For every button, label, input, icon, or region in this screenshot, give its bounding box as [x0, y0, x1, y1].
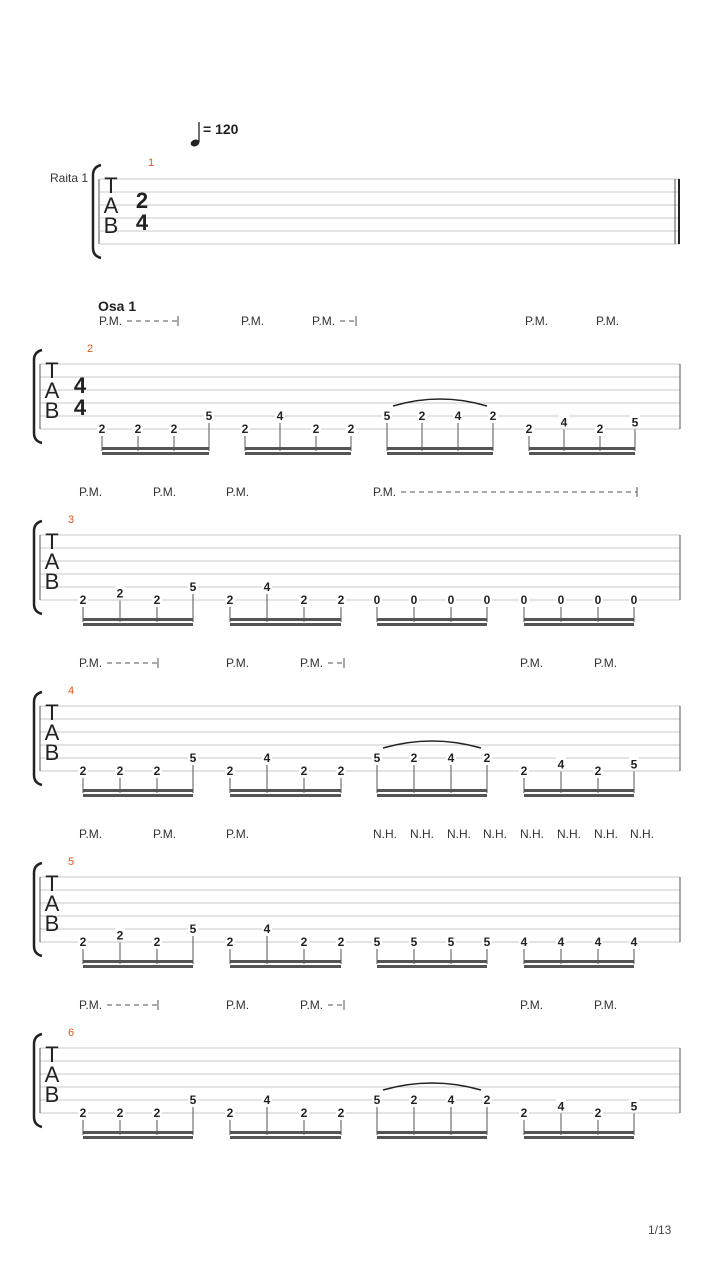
staff-system [34, 314, 680, 455]
palm-mute-annotation: P.M. [79, 656, 103, 670]
fret-number: 2 [170, 422, 178, 436]
tab-clef-letter: B [44, 1082, 60, 1107]
fret-number: 5 [447, 935, 455, 949]
fret-number: 2 [520, 1106, 528, 1120]
beam-primary [524, 1131, 634, 1134]
tab-clef-letter: A [44, 378, 60, 403]
fret-number: 2 [241, 422, 249, 436]
fret-number: 2 [483, 751, 491, 765]
measure [372, 935, 492, 968]
fret-number: 2 [134, 422, 142, 436]
staff-system [93, 157, 680, 258]
beam-primary [230, 789, 341, 792]
beam-secondary [524, 794, 634, 797]
fret-number: 2 [347, 422, 355, 436]
fret-number: 2 [226, 593, 234, 607]
fret-number: 4 [630, 935, 638, 949]
fret-number: 2 [79, 593, 87, 607]
fret-number: 5 [373, 935, 381, 949]
beam-primary [524, 618, 634, 621]
fret-number: 2 [594, 764, 602, 778]
fret-number: 0 [410, 593, 418, 607]
measure [372, 593, 492, 626]
palm-mute-annotation: P.M. [226, 827, 250, 841]
beam-secondary [230, 623, 341, 626]
fret-number: 0 [373, 593, 381, 607]
beam-secondary [377, 1136, 487, 1139]
measure [519, 935, 639, 968]
beam-primary [230, 618, 341, 621]
palm-mute-annotation: P.M. [300, 656, 324, 670]
tab-clef-letter: T [45, 529, 59, 554]
staff-system [34, 485, 680, 626]
fret-number: 2 [596, 422, 604, 436]
fret-number: 2 [226, 935, 234, 949]
palm-mute-annotation: P.M. [79, 485, 103, 499]
fret-number: 2 [153, 593, 161, 607]
beam-primary [377, 618, 487, 621]
fret-number: 2 [153, 935, 161, 949]
measure-number: 3 [68, 514, 75, 526]
measure-number: 2 [87, 343, 94, 355]
beam-primary [377, 960, 487, 963]
palm-mute-annotation: P.M. [596, 314, 620, 328]
tab-clef-letter: A [103, 193, 119, 218]
fret-number: 2 [226, 764, 234, 778]
beam-primary [83, 618, 193, 621]
palm-mute-annotation: N.H. [447, 827, 471, 841]
fret-number: 0 [594, 593, 602, 607]
palm-mute-annotation: P.M. [79, 827, 103, 841]
measure [372, 1083, 492, 1139]
palm-mute-annotation: P.M. [312, 314, 336, 328]
beam-secondary [230, 1136, 341, 1139]
fret-number: 5 [630, 757, 638, 772]
palm-mute-annotation: N.H. [630, 827, 654, 841]
beam-primary [387, 447, 493, 450]
fret-number: 4 [560, 415, 568, 430]
fret-number: 2 [312, 422, 320, 436]
fret-number: 4 [594, 935, 602, 949]
fret-number: 5 [483, 935, 491, 949]
fret-number: 2 [79, 764, 87, 778]
beam-primary [230, 1131, 341, 1134]
beam-secondary [230, 794, 341, 797]
measure [519, 593, 639, 626]
fret-number: 2 [410, 1093, 418, 1107]
beam-secondary [83, 965, 193, 968]
measure [519, 758, 639, 798]
beam-secondary [524, 1136, 634, 1139]
beam-secondary [524, 965, 634, 968]
palm-mute-annotation: P.M. [525, 314, 549, 328]
palm-mute-annotation: P.M. [241, 314, 265, 328]
staff-system [34, 656, 680, 797]
fret-number: 4 [276, 409, 284, 423]
fret-number: 2 [300, 764, 308, 778]
fret-number: 4 [447, 751, 455, 765]
measure [519, 1100, 639, 1140]
beam-secondary [83, 794, 193, 797]
fret-number: 5 [205, 409, 213, 423]
fret-number: 4 [263, 751, 271, 765]
fret-number: 4 [520, 935, 528, 949]
tab-clef-letter: B [44, 911, 60, 936]
palm-mute-annotation: N.H. [373, 827, 397, 841]
palm-mute-annotation: P.M. [520, 656, 544, 670]
fret-number: 2 [483, 1093, 491, 1107]
tab-clef-letter: T [104, 173, 118, 198]
fret-number: 5 [189, 751, 197, 765]
staff-system [34, 827, 680, 968]
fret-number: 5 [373, 1093, 381, 1107]
fret-number: 5 [189, 580, 197, 594]
beam-secondary [377, 794, 487, 797]
beam-secondary [245, 452, 351, 455]
fret-number: 5 [383, 409, 391, 423]
fret-number: 4 [557, 1099, 565, 1114]
time-signature-numerator: 4 [73, 373, 87, 398]
tab-clef-letter: T [45, 700, 59, 725]
fret-number: 2 [116, 1106, 124, 1120]
beam-secondary [83, 623, 193, 626]
tab-clef-letter: B [103, 213, 119, 238]
fret-number: 0 [630, 593, 638, 607]
beam-primary [529, 447, 635, 450]
fret-number: 0 [557, 593, 565, 607]
fret-number: 2 [594, 1106, 602, 1120]
palm-mute-annotation: P.M. [520, 998, 544, 1012]
palm-mute-annotation: P.M. [226, 485, 250, 499]
fret-number: 2 [300, 1106, 308, 1120]
fret-number: 4 [263, 1093, 271, 1107]
fret-number: 2 [525, 422, 533, 436]
fret-number: 4 [263, 922, 271, 936]
beam-primary [524, 789, 634, 792]
fret-number: 4 [447, 1093, 455, 1107]
fret-number: 2 [337, 593, 345, 607]
measure-number: 1 [148, 157, 155, 169]
palm-mute-annotation: P.M. [300, 998, 324, 1012]
system-bracket [93, 165, 101, 258]
beam-secondary [230, 965, 341, 968]
palm-mute-annotation: N.H. [594, 827, 618, 841]
beam-secondary [102, 452, 209, 455]
palm-mute-annotation: P.M. [153, 827, 177, 841]
tempo-value: = 120 [203, 121, 239, 137]
page-number: 1/13 [648, 1223, 672, 1237]
fret-number: 2 [418, 409, 426, 423]
fret-number: 5 [373, 751, 381, 765]
fret-number: 2 [489, 409, 497, 423]
palm-mute-annotation: P.M. [594, 656, 618, 670]
palm-mute-annotation: P.M. [226, 656, 250, 670]
tab-clef-letter: A [44, 891, 60, 916]
time-signature-denominator: 4 [135, 210, 149, 235]
measure-number: 6 [68, 1027, 75, 1039]
palm-mute-annotation: N.H. [410, 827, 434, 841]
fret-number: 2 [153, 764, 161, 778]
tempo-marking [190, 121, 239, 148]
fret-number: 2 [153, 1106, 161, 1120]
beam-primary [377, 1131, 487, 1134]
beam-primary [524, 960, 634, 963]
fret-number: 2 [300, 935, 308, 949]
measure [524, 416, 640, 456]
fret-number: 4 [557, 935, 565, 949]
tab-clef-letter: A [44, 720, 60, 745]
beam-primary [230, 960, 341, 963]
measure [382, 399, 498, 455]
palm-mute-annotation: N.H. [557, 827, 581, 841]
fret-number: 2 [337, 935, 345, 949]
fret-number: 4 [557, 757, 565, 772]
beam-primary [83, 960, 193, 963]
fret-number: 2 [79, 935, 87, 949]
fret-number: 0 [520, 593, 528, 607]
palm-mute-annotation: P.M. [153, 485, 177, 499]
fret-number: 0 [483, 593, 491, 607]
section-label: Osa 1 [98, 298, 137, 314]
fret-number: 2 [410, 751, 418, 765]
beam-secondary [377, 965, 487, 968]
fret-number: 2 [337, 1106, 345, 1120]
fret-number: 2 [79, 1106, 87, 1120]
beam-secondary [524, 623, 634, 626]
tab-clef-letter: B [44, 569, 60, 594]
fret-number: 5 [631, 415, 639, 430]
fret-number: 5 [410, 935, 418, 949]
fret-number: 5 [189, 922, 197, 936]
staff-system [34, 998, 680, 1139]
tab-clef-letter: T [45, 1042, 59, 1067]
beam-primary [83, 1131, 193, 1134]
fret-number: 4 [454, 409, 462, 423]
palm-mute-annotation: P.M. [373, 485, 397, 499]
fret-number: 5 [630, 1099, 638, 1114]
tab-clef-letter: T [45, 871, 59, 896]
beam-primary [245, 447, 351, 450]
fret-number: 2 [337, 764, 345, 778]
beam-secondary [529, 452, 635, 455]
tab-clef-letter: B [44, 740, 60, 765]
palm-mute-annotation: P.M. [99, 314, 123, 328]
fret-number: 2 [520, 764, 528, 778]
measure [372, 741, 492, 797]
tab-clef-letter: T [45, 358, 59, 383]
fret-number: 2 [116, 586, 124, 601]
tab-clef-letter: A [44, 1062, 60, 1087]
fret-number: 5 [189, 1093, 197, 1107]
fret-number: 2 [300, 593, 308, 607]
palm-mute-annotation: P.M. [79, 998, 103, 1012]
beam-primary [377, 789, 487, 792]
time-signature-denominator: 4 [73, 395, 87, 420]
fret-number: 2 [116, 928, 124, 943]
track-name: Raita 1 [50, 171, 89, 185]
tab-clef-letter: A [44, 549, 60, 574]
fret-number: 2 [116, 764, 124, 778]
fret-number: 2 [98, 422, 106, 436]
time-signature-numerator: 2 [135, 188, 149, 213]
palm-mute-annotation: N.H. [520, 827, 544, 841]
palm-mute-annotation: P.M. [594, 998, 618, 1012]
palm-mute-annotation: P.M. [226, 998, 250, 1012]
measure-number: 4 [68, 685, 75, 697]
beam-primary [102, 447, 209, 450]
fret-number: 0 [447, 593, 455, 607]
fret-number: 4 [263, 580, 271, 594]
palm-mute-annotation: N.H. [483, 827, 507, 841]
beam-secondary [83, 1136, 193, 1139]
measure-number: 5 [68, 856, 75, 868]
beam-secondary [387, 452, 493, 455]
beam-secondary [377, 623, 487, 626]
tab-clef-letter: B [44, 398, 60, 423]
fret-number: 2 [226, 1106, 234, 1120]
beam-primary [83, 789, 193, 792]
